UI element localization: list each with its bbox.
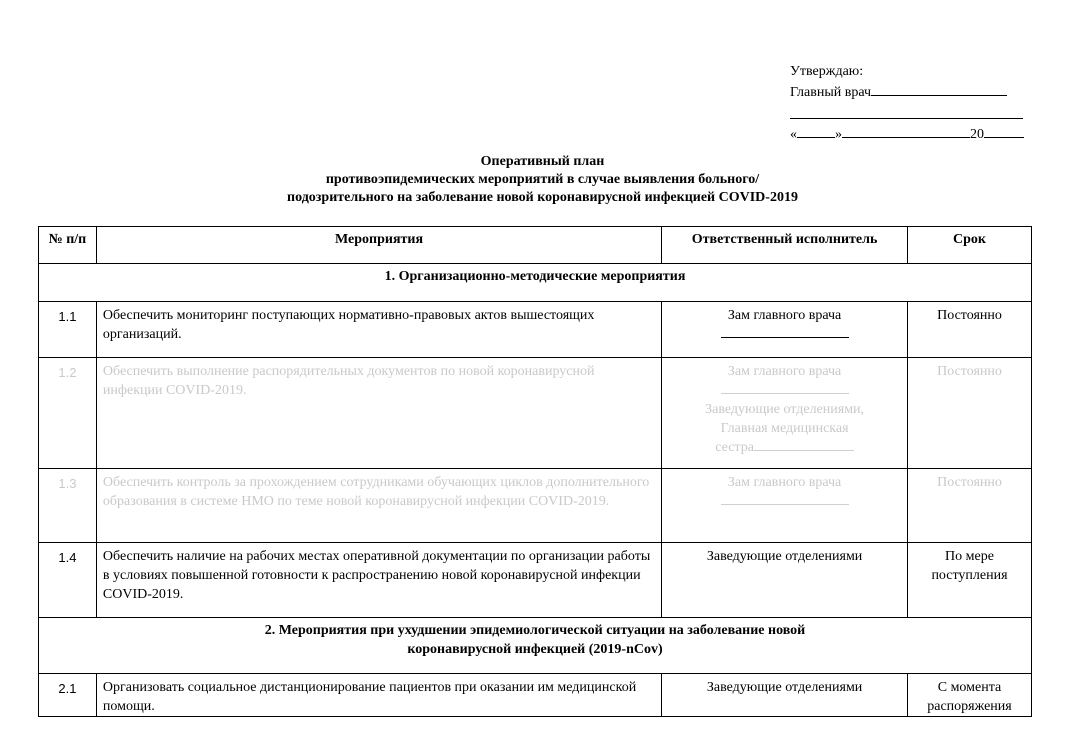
title-line-1: Оперативный план: [480, 154, 605, 169]
chief-doctor-label: Главный врач: [790, 85, 872, 100]
row-term: Постоянно: [907, 302, 1031, 358]
row-num: 1.4: [39, 543, 97, 618]
row-measure: Обеспечить выполнение распорядительных документов по новой коронавирусной инфекции COVID-2019.: [96, 358, 661, 469]
header-num: [39, 227, 97, 264]
header-term: Срок: [907, 227, 1031, 264]
responsible-blank[interactable]: [721, 325, 849, 338]
responsible-blank-2[interactable]: [754, 438, 854, 451]
header-num-text: № п/п: [48, 232, 87, 247]
table-row: [39, 469, 1032, 543]
title-line-2: противоэпидемических мероприятий в случае выявления больного/: [325, 172, 760, 187]
plan-table: [38, 226, 1032, 717]
term-line-2: распоряжения: [927, 699, 1012, 714]
approval-heading: Утверждаю:: [790, 64, 864, 79]
responsible-blank[interactable]: [721, 492, 849, 505]
row-term: [907, 543, 1031, 618]
year-prefix: 20: [970, 127, 984, 142]
row-responsible: Заведующие отделениями: [662, 674, 908, 717]
row-measure: Обеспечить наличие на рабочих местах оперативной документации по организации работы в условиях повышенной готовности к распространению новой коронавирусной инфекции COVID-2019.: [96, 543, 661, 618]
approval-block: [790, 63, 1025, 144]
responsible-text: Зам главного врача: [727, 475, 842, 490]
signature-blank[interactable]: [871, 81, 1007, 96]
header-responsible: Ответственный исполнитель: [662, 227, 908, 264]
row-responsible: [662, 469, 908, 543]
section-2-line-2: коронавирусной инфекцией (2019-nCov): [407, 642, 663, 657]
table-row: [39, 302, 1032, 358]
table-row: [39, 674, 1032, 717]
date-line: [790, 123, 1025, 144]
date-quote-close: »: [835, 127, 842, 142]
row-num: 1.1: [39, 302, 97, 358]
row-num: 1.3: [39, 469, 97, 543]
term-line-1: С момента: [937, 680, 1002, 695]
section-row-2: [39, 618, 1032, 674]
date-quote-open: «: [790, 127, 797, 142]
row-num: 1.2: [39, 358, 97, 469]
row-responsible: [662, 358, 908, 469]
row-term: Постоянно: [907, 358, 1031, 469]
row-term: Постоянно: [907, 469, 1031, 543]
term-text: По мере поступления: [931, 549, 1008, 583]
title-line-3: подозрительного на заболевание новой коронавирусной инфекцией COVID-2019: [287, 190, 798, 205]
document-title: [0, 153, 1085, 207]
chief-doctor-line: [790, 81, 1025, 102]
month-blank[interactable]: [842, 123, 970, 138]
row-measure: Организовать социальное дистанционирование пациентов при оказании им медицинской помощи.: [96, 674, 661, 717]
responsible-text-4: сестра: [715, 440, 754, 455]
responsible-text: Зам главного врача: [727, 364, 842, 379]
header-row: [39, 227, 1032, 264]
year-blank[interactable]: [984, 123, 1024, 138]
section-2-line-1: 2. Мероприятия при ухудшении эпидемиологической ситуации на заболевание новой: [264, 623, 806, 638]
section-1-title: 1. Организационно-методические мероприятия: [39, 264, 1032, 302]
responsible-text: Зам главного врача: [727, 308, 842, 323]
responsible-text-3: Главная медицинская: [720, 421, 849, 436]
row-measure: Обеспечить контроль за прохождением сотрудниками обучающих циклов дополнительного образования в системе НМО по теме новой коронавирусной инфекции COVID-2019.: [96, 469, 661, 543]
day-blank[interactable]: [797, 123, 835, 138]
row-measure: Обеспечить мониторинг поступающих нормативно-правовых актов вышестоящих организаций.: [96, 302, 661, 358]
name-blank[interactable]: [790, 104, 1023, 119]
row-responsible: [662, 302, 908, 358]
responsible-blank[interactable]: [721, 381, 849, 394]
row-responsible: Заведующие отделениями: [662, 543, 908, 618]
row-term: [907, 674, 1031, 717]
section-row-1: [39, 264, 1032, 302]
responsible-line-4: [662, 438, 907, 457]
table-row: [39, 358, 1032, 469]
table-row: [39, 543, 1032, 618]
row-num: 2.1: [39, 674, 97, 717]
responsible-text-2: Заведующие отделениями,: [705, 402, 865, 417]
section-2-title: [39, 618, 1032, 674]
header-measures: Мероприятия: [96, 227, 661, 264]
